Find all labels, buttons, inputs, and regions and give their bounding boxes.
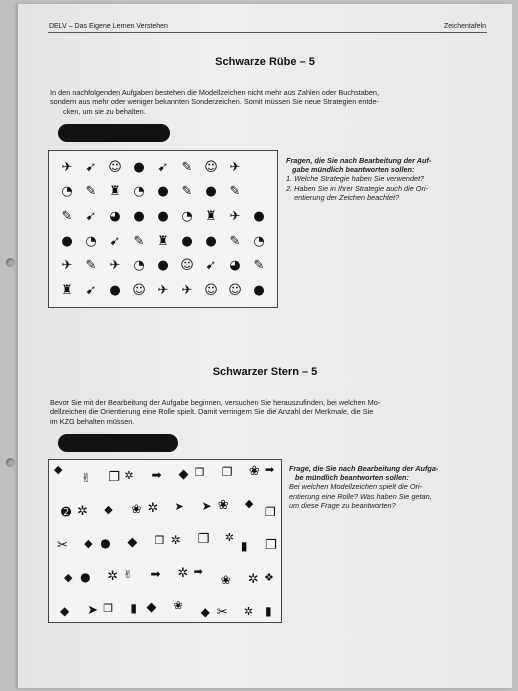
questions-heading: Fragen, die Sie nach Bearbeitung der Auf- — [286, 156, 432, 165]
smiley-icon: ☺ — [228, 283, 242, 299]
bomb-icon: ● — [181, 233, 193, 249]
header-rule — [48, 32, 487, 33]
symbol-mark: ❀ — [131, 502, 142, 516]
bomb-icon: ● — [109, 283, 121, 299]
bomb-icon: ● — [157, 184, 169, 200]
intro-line: Bevor Sie mit der Bearbeitung der Aufgabe beginnen, versuchen Sie herauszufinden, bei welchen Mo- — [50, 398, 381, 407]
airplane-icon: ✈ — [109, 258, 121, 274]
pencil-icon: ✎ — [229, 233, 241, 249]
punch-hole-top — [6, 258, 15, 267]
airplane-icon: ✈ — [61, 258, 73, 274]
bomb-icon: ● — [205, 184, 217, 200]
intro-line: In den nachfolgenden Aufgaben bestehen die Modellzeichen nicht mehr aus Zahlen oder Buchstaben, — [50, 88, 380, 97]
intro-line: dellzeichen die Orientierung eine Rolle spielt. Damit verringern Sie die Anzahl der Merkmale, die Sie — [50, 407, 374, 417]
symbol-mark: ✲ — [243, 605, 254, 618]
airplane-icon: ✈ — [61, 159, 73, 175]
bomb-icon: ● — [133, 159, 145, 175]
header-left: DELV – Das Eigene Lernen Verstehen — [49, 23, 168, 30]
eye-icon: ◕ — [109, 209, 121, 225]
symbol-mark: ◆ — [104, 503, 113, 516]
redacted-label — [58, 124, 170, 142]
section-title-1: Schwarze Rübe – 5 — [215, 56, 315, 68]
symbol-mark: ✲ — [247, 572, 259, 587]
question-item: 2. Haben Sie in Ihrer Strategie auch die Ori- — [286, 183, 428, 193]
pencil-icon: ✎ — [85, 184, 97, 200]
section-title-2: Schwarzer Stern – 5 — [212, 366, 318, 378]
intro-line: sondern aus mehr oder weniger bekannten Sonderzeichen. Somit müssen Sie neue Strategien entde- — [50, 97, 379, 107]
empty-cell — [247, 155, 271, 180]
bomb-icon: ● — [61, 233, 73, 249]
symbol-mark: ▮ — [240, 539, 248, 553]
bomb-icon: ● — [133, 209, 145, 225]
cursor-icon: ➹ — [157, 159, 169, 175]
candle-icon: ♜ — [61, 283, 73, 299]
symbol-mark: ▮ — [130, 601, 137, 615]
redacted-label — [58, 434, 178, 452]
symbol-mark: ❀ — [220, 573, 231, 587]
symbol-mark: ▮ — [265, 604, 272, 618]
cursor-icon: ➹ — [85, 159, 97, 175]
smiley-icon: ☺ — [204, 159, 218, 175]
symbol-mark: ❐ — [197, 532, 210, 547]
clock-icon: ◔ — [181, 209, 193, 225]
clock-icon: ◔ — [85, 233, 97, 249]
symbol-mark: ◆ — [244, 497, 254, 510]
smiley-icon: ☺ — [108, 159, 122, 175]
cursor-icon: ➹ — [109, 233, 121, 249]
symbol-mark: ✌ — [123, 568, 133, 581]
pencil-icon: ✎ — [181, 159, 193, 175]
symbol-mark: ❐ — [154, 534, 165, 547]
pencil-icon: ✎ — [61, 209, 73, 225]
symbol-mark: ➤ — [174, 500, 184, 513]
clock-icon: ◔ — [61, 184, 73, 200]
symbol-mark: ✲ — [177, 566, 189, 581]
cursor-icon: ➹ — [85, 283, 97, 299]
bomb-icon: ● — [205, 233, 217, 249]
header-right: Zeichentafeln — [443, 23, 486, 30]
symbol-mark: ❐ — [265, 505, 276, 519]
pencil-icon: ✎ — [253, 258, 265, 274]
symbol-mark: ➡ — [150, 567, 161, 581]
airplane-icon: ✈ — [181, 283, 193, 299]
symbol-mark: ➋ — [61, 505, 72, 519]
symbol-mark: ❐ — [221, 465, 233, 479]
clock-icon: ◔ — [133, 184, 145, 200]
questions-heading: Frage, die Sie nach Bearbeitung der Aufga- — [289, 464, 439, 473]
intro-line: im KZG behalten müssen. — [50, 416, 135, 426]
questions-1 — [286, 156, 431, 202]
question-item: entierung eine Rolle? Was haben Sie getan, — [289, 491, 432, 501]
symbol-mark: ✲ — [147, 501, 159, 516]
symbol-mark: ✲ — [124, 469, 134, 482]
eye-icon: ◕ — [229, 258, 241, 274]
cursor-icon: ➹ — [85, 209, 97, 225]
bomb-icon: ● — [253, 209, 265, 225]
symbol-grid-box-1 — [48, 150, 278, 308]
symbol-mark: ➤ — [201, 499, 212, 513]
airplane-icon: ✈ — [157, 283, 169, 299]
clock-icon: ◔ — [133, 258, 145, 274]
symbol-scatter-box-2 — [48, 459, 282, 623]
symbol-mark: ✲ — [224, 531, 234, 544]
pencil-icon: ✎ — [85, 258, 97, 274]
smiley-icon: ☺ — [180, 258, 194, 274]
question-item: 1. Welche Strategie haben Sie verwendet? — [286, 174, 425, 184]
symbol-mark: ◆ — [54, 463, 63, 476]
bomb-icon: ● — [253, 283, 265, 299]
bomb-icon: ● — [157, 258, 169, 274]
question-item: entierung der Zeichen beachtet? — [286, 192, 400, 202]
questions-heading: gabe mündlich beantworten sollen: — [292, 165, 415, 175]
symbol-mark: ➡ — [151, 468, 162, 482]
symbol-mark: ❐ — [265, 538, 277, 553]
section1-intro — [50, 88, 379, 116]
questions-heading: be mündlich beantworten sollen: — [295, 473, 409, 483]
symbol-mark: ❀ — [248, 464, 260, 479]
pencil-icon: ✎ — [229, 184, 241, 200]
candle-icon: ♜ — [157, 233, 169, 249]
pencil-icon: ✎ — [181, 184, 193, 200]
clock-icon: ◔ — [253, 233, 265, 249]
symbol-mark: ◆ — [60, 604, 70, 618]
bomb-icon: ● — [157, 209, 169, 225]
symbol-mark: ✲ — [77, 504, 89, 519]
question-item: Bei welchen Modellzeichen spielt die Ori- — [289, 482, 423, 492]
intro-line: cken, um sie zu behalten. — [63, 106, 146, 116]
smiley-icon: ☺ — [132, 283, 146, 299]
pencil-icon: ✎ — [133, 233, 145, 249]
symbol-mark: ◆ — [178, 467, 189, 482]
symbol-mark: ✲ — [107, 569, 119, 584]
questions-2 — [289, 464, 438, 510]
symbol-mark: ❖ — [264, 571, 274, 584]
section2-intro — [50, 398, 380, 426]
symbol-mark: ❐ — [194, 466, 205, 479]
symbol-grid — [55, 155, 271, 303]
symbol-mark: ● — [80, 570, 91, 584]
symbol-mark: ✌ — [81, 471, 92, 485]
symbol-mark: ● — [100, 536, 111, 550]
symbol-mark: ❐ — [108, 470, 120, 485]
symbol-mark: ◆ — [84, 537, 93, 550]
cursor-icon: ➹ — [205, 258, 217, 274]
candle-icon: ♜ — [205, 209, 217, 225]
airplane-icon: ✈ — [229, 159, 241, 175]
symbol-mark: ✂ — [57, 538, 68, 553]
symbol-mark: ❀ — [173, 599, 183, 612]
symbol-mark: ✲ — [170, 533, 181, 547]
symbol-mark: ❐ — [103, 602, 114, 615]
empty-cell — [247, 180, 271, 205]
question-item: um diese Frage zu beantworten? — [289, 500, 396, 510]
symbol-mark: ◆ — [127, 535, 138, 550]
symbol-mark: ◆ — [64, 571, 73, 584]
symbol-mark: ◆ — [200, 605, 210, 619]
symbol-mark: ➡ — [265, 463, 275, 476]
symbol-mark: ❀ — [217, 498, 229, 513]
symbol-mark: ➡ — [193, 565, 203, 578]
punch-hole-bottom — [6, 458, 15, 467]
symbol-mark: ➤ — [87, 603, 99, 618]
smiley-icon: ☺ — [204, 283, 218, 299]
candle-icon: ♜ — [109, 184, 121, 200]
document-page — [18, 4, 512, 688]
airplane-icon: ✈ — [229, 209, 241, 225]
symbol-mark: ◆ — [146, 600, 157, 615]
symbol-mark: ✂ — [216, 605, 228, 620]
